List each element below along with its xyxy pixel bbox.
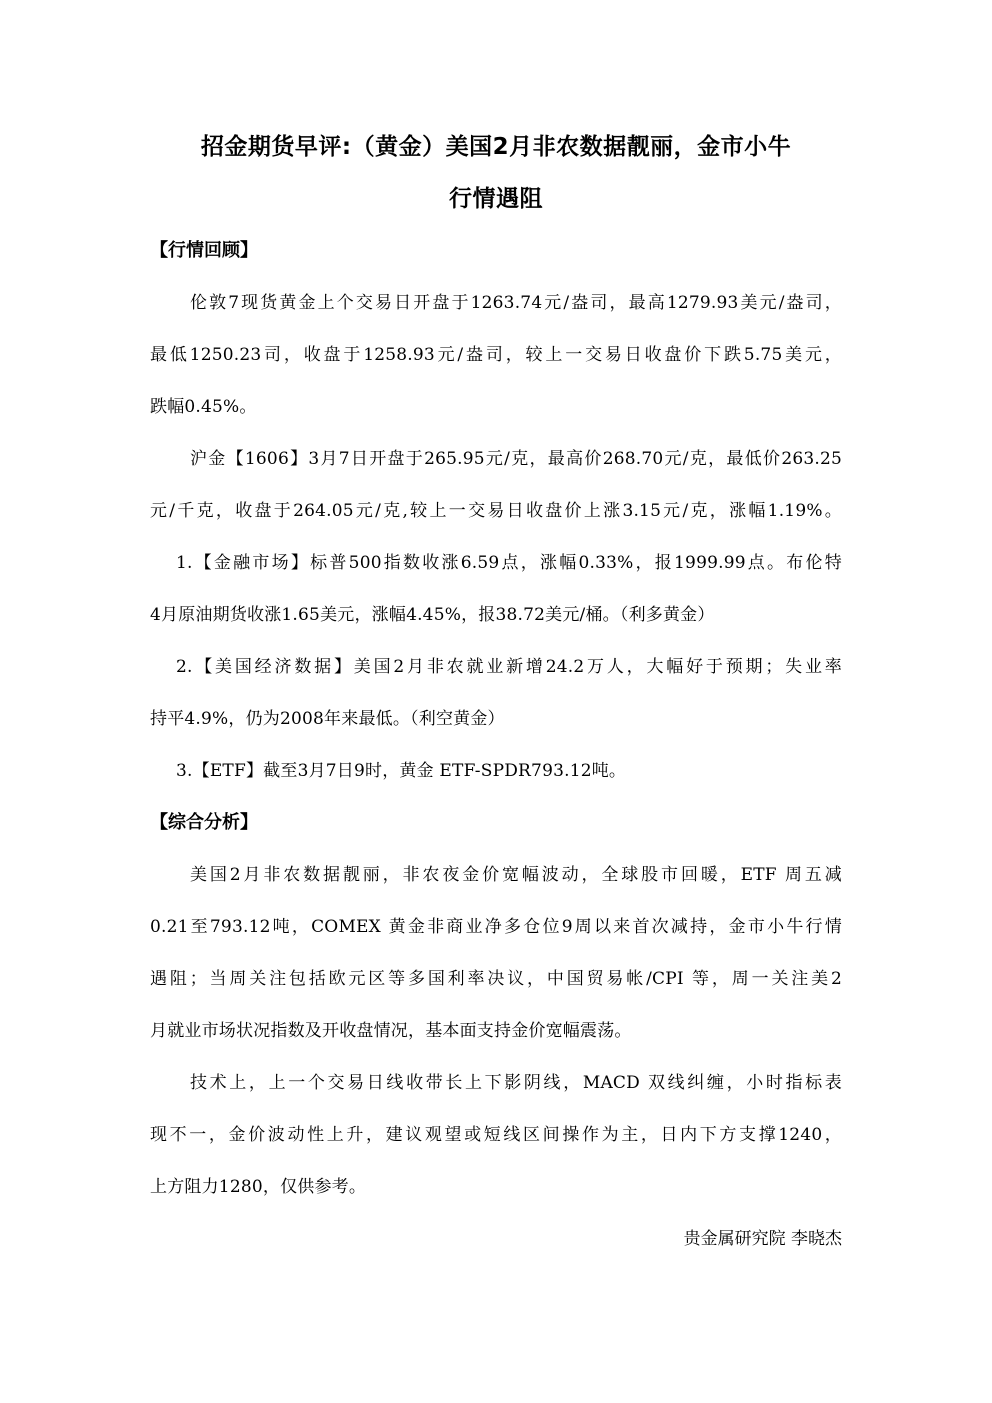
london-gold-line-1: 伦敦7现货黄金上个交易日开盘于1263.74元/盎司，最高1279.93美元/盎司，: [190, 293, 842, 313]
document-title-line-1: 招金期货早评:（黄金）美国2月非农数据靓丽，金市小牛: [200, 134, 792, 160]
analysis-p1-line-2: 0.21至793.12吨，COMEX 黄金非商业净多仓位9周以来首次减持，金市小牛行情: [150, 917, 842, 937]
london-gold-line-3: 跌幅0.45%。: [150, 397, 257, 417]
news-item-1-line-1: 1.【金融市场】标普500指数收涨6.59点，涨幅0.33%，报1999.99点。布伦特: [176, 553, 842, 573]
shanghai-gold-line-1: 沪金【1606】3月7日开盘于265.95元/克，最高价268.70元/克，最低价263.25: [190, 449, 842, 469]
analysis-p1-line-4: 月就业市场状况指数及开收盘情况，基本面支持金价宽幅震荡。: [150, 1021, 632, 1041]
document-title-line-2: 行情遇阻: [449, 186, 543, 212]
analysis-p2-line-1: 技术上，上一个交易日线收带长上下影阴线，MACD 双线纠缠，小时指标表: [190, 1073, 842, 1093]
news-item-3-line-1: 3.【ETF】截至3月7日9时，黄金 ETF-SPDR793.12吨。: [176, 761, 627, 781]
news-item-2-line-1: 2.【美国经济数据】美国2月非农就业新增24.2万人，大幅好于预期；失业率: [176, 657, 842, 677]
analysis-p2-line-3: 上方阻力1280，仅供参考。: [150, 1177, 367, 1197]
section-heading-analysis: 【综合分析】: [150, 812, 258, 833]
news-item-1-line-2: 4月原油期货收涨1.65美元，涨幅4.45%，报38.72美元/桶。（利多黄金）: [150, 605, 715, 625]
author-signature: 贵金属研究院 李晓杰: [683, 1229, 842, 1249]
london-gold-line-2: 最低1250.23司，收盘于1258.93元/盎司，较上一交易日收盘价下跌5.75美元，: [150, 345, 842, 365]
analysis-p2-line-2: 现不一，金价波动性上升，建议观望或短线区间操作为主，日内下方支撑1240，: [150, 1125, 842, 1145]
shanghai-gold-line-2: 元/千克，收盘于264.05元/克,较上一交易日收盘价上涨3.15元/克，涨幅1.19%。: [150, 501, 842, 521]
section-heading-review: 【行情回顾】: [150, 240, 258, 261]
news-item-2-line-2: 持平4.9%，仍为2008年来最低。（利空黄金）: [150, 709, 505, 729]
analysis-p1-line-3: 遇阻；当周关注包括欧元区等多国利率决议，中国贸易帐/CPI 等，周一关注美2: [150, 969, 842, 989]
analysis-p1-line-1: 美国2月非农数据靓丽，非农夜金价宽幅波动，全球股市回暖，ETF 周五减: [190, 865, 842, 885]
